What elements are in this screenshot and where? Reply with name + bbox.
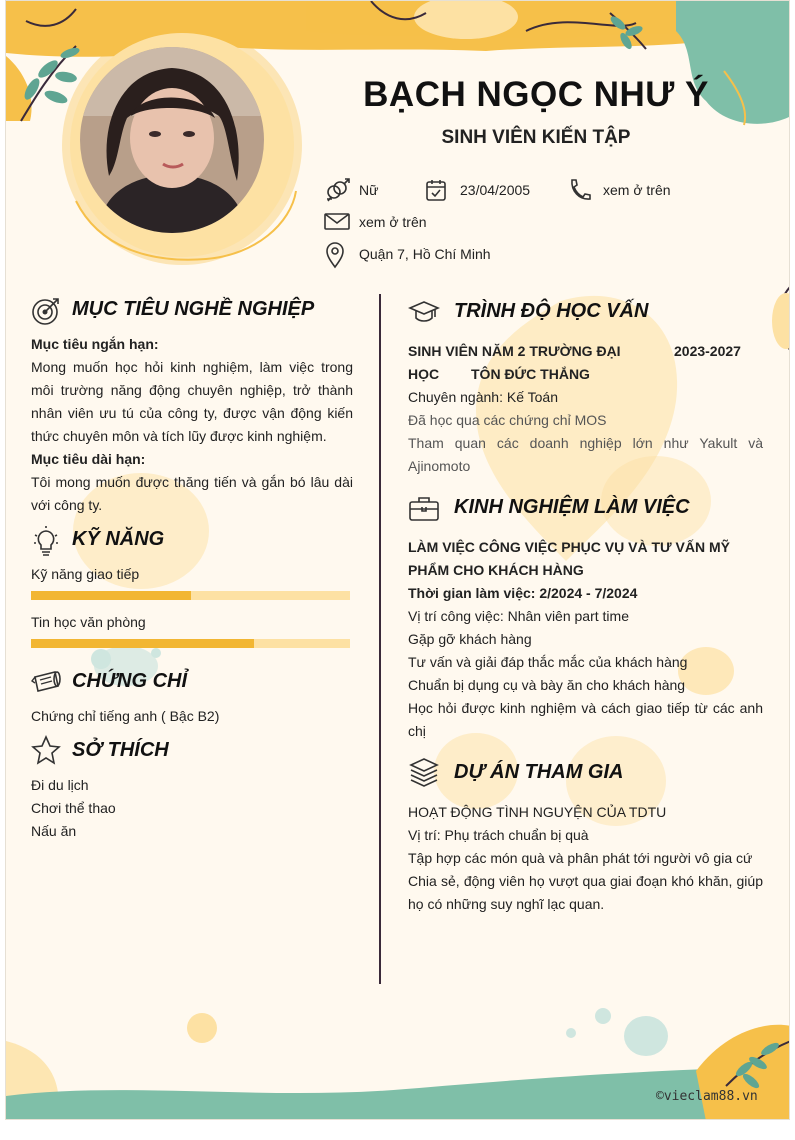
stack-layers-icon bbox=[408, 757, 440, 787]
candidate-role: SINH VIÊN KIẾN TẬP bbox=[441, 127, 631, 148]
lightbulb-icon bbox=[31, 525, 61, 557]
mail-icon bbox=[323, 209, 351, 233]
education-title: TRÌNH ĐỘ HỌC VẤN bbox=[454, 300, 649, 322]
project-line: Chia sẻ, động viên họ vượt qua giai đoạn khó khăn, giúp họ có những suy nghĩ lạc quan. bbox=[408, 873, 763, 912]
project-position: Vị trí: Phụ trách chuẩn bị quà bbox=[408, 827, 589, 843]
skill-label: Tin học văn phòng bbox=[31, 614, 146, 630]
experience-task: Gặp gỡ khách hàng bbox=[408, 631, 532, 647]
target-icon bbox=[31, 296, 61, 326]
briefcase-icon bbox=[408, 495, 440, 523]
skills-title: KỸ NĂNG bbox=[72, 528, 165, 550]
experience-task: Học hỏi được kinh nghiệm và cách giao tiếp từ các anh chị bbox=[408, 700, 763, 739]
graduation-cap-icon bbox=[408, 299, 440, 325]
email-value: xem ở trên bbox=[359, 214, 427, 230]
star-icon bbox=[31, 735, 61, 765]
certificates-title: CHỨNG CHỈ bbox=[72, 670, 188, 692]
education-certificate: Đã học qua các chứng chỉ MOS bbox=[408, 412, 607, 428]
project-line: Tập hợp các món quà và phân phát tới người vô gia cứ bbox=[408, 850, 753, 866]
experience-task: Tư vấn và giải đáp thắc mắc của khách hàng bbox=[408, 654, 688, 670]
education-major: Chuyên ngành: Kế Toán bbox=[408, 389, 558, 405]
birthdate-value: 23/04/2005 bbox=[460, 182, 531, 198]
objective-title: MỤC TIÊU NGHỀ NGHIỆP bbox=[72, 298, 315, 320]
education-school-line2: TÔN ĐỨC THẮNG bbox=[471, 366, 590, 382]
objective-short-text: Mong muốn học hỏi kinh nghiệm, làm việc trong môi trường năng động chuyên nghiệp, trở thành nhân viên ưu tú của công ty, được vận động kiến thức chuyên môn và tích lũy được kinh nghiệm. bbox=[31, 359, 353, 444]
experience-job-title: LÀM VIỆC CÔNG VIỆC PHỤC VỤ VÀ TƯ VẤN MỸ PHẨM CHO KHÁCH HÀNG bbox=[408, 539, 730, 578]
hobby-item: Nấu ăn bbox=[31, 823, 77, 839]
experience-title: KINH NGHIỆM LÀM VIỆC bbox=[454, 496, 690, 518]
watermark: ©vieclam88.vn bbox=[656, 1089, 758, 1104]
gender-value: Nữ bbox=[359, 182, 379, 198]
experience-task: Chuẩn bị dụng cụ và bày ăn cho khách hàng bbox=[408, 677, 686, 693]
phone-icon bbox=[567, 177, 591, 203]
location-pin-icon bbox=[323, 241, 347, 269]
calendar-icon bbox=[424, 177, 448, 203]
skill-progress-bar bbox=[31, 639, 350, 648]
phone-value: xem ở trên bbox=[603, 182, 671, 198]
objective-short-label: Mục tiêu ngắn hạn: bbox=[31, 336, 159, 352]
candidate-name: BẠCH NGỌC NHƯ Ý bbox=[363, 75, 709, 114]
hobby-item: Đi du lịch bbox=[31, 777, 89, 793]
hobby-item: Chơi thể thao bbox=[31, 800, 116, 816]
cv-page bbox=[5, 0, 790, 1120]
certificate-item: Chứng chỉ tiếng anh ( Bậc B2) bbox=[31, 708, 220, 724]
skill-progress-bar bbox=[31, 591, 350, 600]
skill-progress-fill bbox=[31, 591, 191, 600]
projects-title: DỰ ÁN THAM GIA bbox=[454, 761, 624, 783]
experience-position: Vị trí công việc: Nhân viên part time bbox=[408, 608, 629, 624]
objective-long-text: Tôi mong muốn được thăng tiến và gắn bó lâu dài với công ty. bbox=[31, 474, 353, 513]
experience-time: Thời gian làm việc: 2/2024 - 7/2024 bbox=[408, 585, 638, 601]
education-visit: Tham quan các doanh nghiệp lớn như Yakult và Ajinomoto bbox=[408, 435, 763, 474]
avatar bbox=[79, 46, 265, 234]
objective-long-label: Mục tiêu dài hạn: bbox=[31, 451, 146, 467]
skill-label: Kỹ năng giao tiếp bbox=[31, 566, 140, 582]
certificate-icon bbox=[31, 669, 63, 695]
education-period: 2023-2027 bbox=[674, 343, 741, 359]
hobbies-title: SỞ THÍCH bbox=[72, 739, 169, 761]
skill-progress-fill bbox=[31, 639, 254, 648]
project-name: HOẠT ĐỘNG TÌNH NGUYỆN CỦA TDTU bbox=[408, 804, 667, 820]
address-value: Quận 7, Hồ Chí Minh bbox=[359, 246, 491, 262]
column-divider bbox=[379, 294, 381, 984]
education-school-line1: SINH VIÊN NĂM 2 TRƯỜNG ĐẠI HỌC bbox=[408, 343, 621, 382]
gender-icon bbox=[323, 177, 351, 203]
